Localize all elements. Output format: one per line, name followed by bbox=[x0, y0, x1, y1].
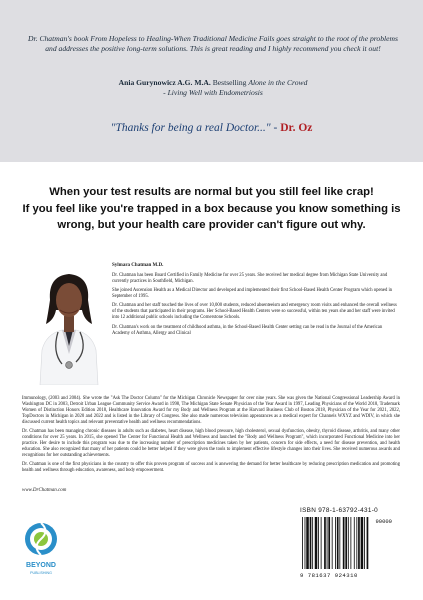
bio-paragraph: Dr. Chatman has been Board Certified in Family Medicine for over 25 years. She received her medical degree from Michigan State University and currently practices in Southfield, Michigan. bbox=[112, 273, 388, 284]
bio-paragraph: She joined Ascension Health as a Medical Director and developed and implemented their first School-Based Health Center Program which opened in September of 1995. bbox=[112, 288, 393, 300]
oz-quote-attribution: Dr. Oz bbox=[280, 122, 313, 134]
website: www.DrChatman.com bbox=[22, 488, 67, 493]
headline-line-2: If you feel like you're trapped in a box because you know something is wrong, but your health care provider can't figure out why. bbox=[22, 202, 401, 231]
endorsement-book-title: Alone in the Crowd bbox=[248, 78, 308, 87]
endorsement-author: Ania Gurynowicz A.G. M.A. bbox=[118, 78, 211, 87]
barcode-price-code: 90000 bbox=[375, 518, 392, 525]
bio-paragraph: Dr. Chatman and her staff touched the lives of over 10,000 students, reduced absenteeism and emergency room visits and enhanced the overall wellness of the students that participated in their programs. Her School-Based Health Centers were so successful, within ten years she and her staff were invited into 12 additional public schools including the Cornerstone Schools. bbox=[112, 303, 397, 321]
headline bbox=[20, 184, 403, 234]
author-name: Sylmara Chatman M.D. bbox=[112, 263, 164, 268]
publisher-tagline: PUBLISHING bbox=[30, 571, 52, 575]
publisher-name: BEYOND bbox=[26, 562, 56, 569]
isbn-label: ISBN 978-1-63792-431-0 bbox=[300, 507, 379, 514]
barcode-digits: 9 781637 924310 bbox=[300, 572, 358, 579]
publisher-logo bbox=[20, 519, 62, 581]
bio-paragraph: Dr. Chatman's work on the treatment of childhood asthma, in the School-Based Health Center setting can be read in the Journal of the American Academy of Asthma, Allergy and Clinical bbox=[112, 324, 383, 336]
endorsement-attribution bbox=[28, 78, 398, 98]
endorsement-book-lead: Bestselling bbox=[212, 78, 247, 87]
headline-line-1: When your test results are normal but you still feel like crap! bbox=[49, 186, 374, 198]
endorsement-quote: Dr. Chatman's book From Hopeless to Healing-When Traditional Medicine Fails goes straight to the root of the problems and addresses the positive long-term solutions. This is great reading and I highly recommend you check it out! bbox=[28, 34, 398, 53]
barcode-icon bbox=[300, 517, 400, 571]
author-photo bbox=[32, 262, 106, 385]
oz-quote-separator: - bbox=[273, 122, 278, 134]
oz-quote-text: "Thanks for being a real Doctor..." bbox=[110, 122, 271, 134]
author-bio bbox=[112, 263, 400, 340]
bio-continuation bbox=[22, 396, 400, 474]
bio-paragraph: Dr. Chatman has been managing chronic diseases in adults such as diabetes, heart disease, high blood pressure, high cholesterol, sexual dysfunction, obesity, thyroid disease, arthritis, and many other conditions for over 25 years. In 2015, she opened The Center for Functional Health and Wellness and launched the "Body and Wellness Program", which incorporated Functional Medicine into her practice. Her desire to include this program was due to the increasing number of prescription medicines taken by her patients, concern for side effects, a need for disease prevention, and health education. She also recognized that many of her patients could be better helped if they were given the tools to implement effective lifestyle changes into their lives. She received numerous awards and recognitions for her outstanding achievements. bbox=[22, 429, 400, 459]
oz-quote bbox=[0, 122, 423, 134]
bio-paragraph: Dr. Chatman is one of the first physicians in the country to offer this proven program of success and is answering the demand for better healthcare by reducing prescription medication and promoting health and wellness through education, awareness, and body empowerment. bbox=[22, 462, 400, 474]
endorsement-book-subtitle: - Living Well with Endometriosis bbox=[163, 87, 263, 97]
bio-paragraph: Immunology, (2003 and 2004). She wrote the "Ask The Doctor Column" for the Michigan Chronicle Newspaper for over nine years. She was given the National Congressional Leadership Award in Washington DC in 2003, Detroit Urban League Community Service Award in 1998, The Michigan State Senate Physician of the Year Award in 1997, Leading Physicians of the World 2018, Trademark Women of Distinction Honors Edition 2018, Healthcare Innovation Award for my Body and Wellness Program at the Harvard Business Club of Boston 2018, Physician of the Year for 2021, 2022, TopDoctors in Michigan in 2020 and 2022 and is listed in the Library of Congress. She also made numerous television appearances as a medical expert for Channels WXYZ and WDIV, in which she discussed current health topics and relevant preventative health and wellness recommendations. bbox=[22, 396, 400, 425]
